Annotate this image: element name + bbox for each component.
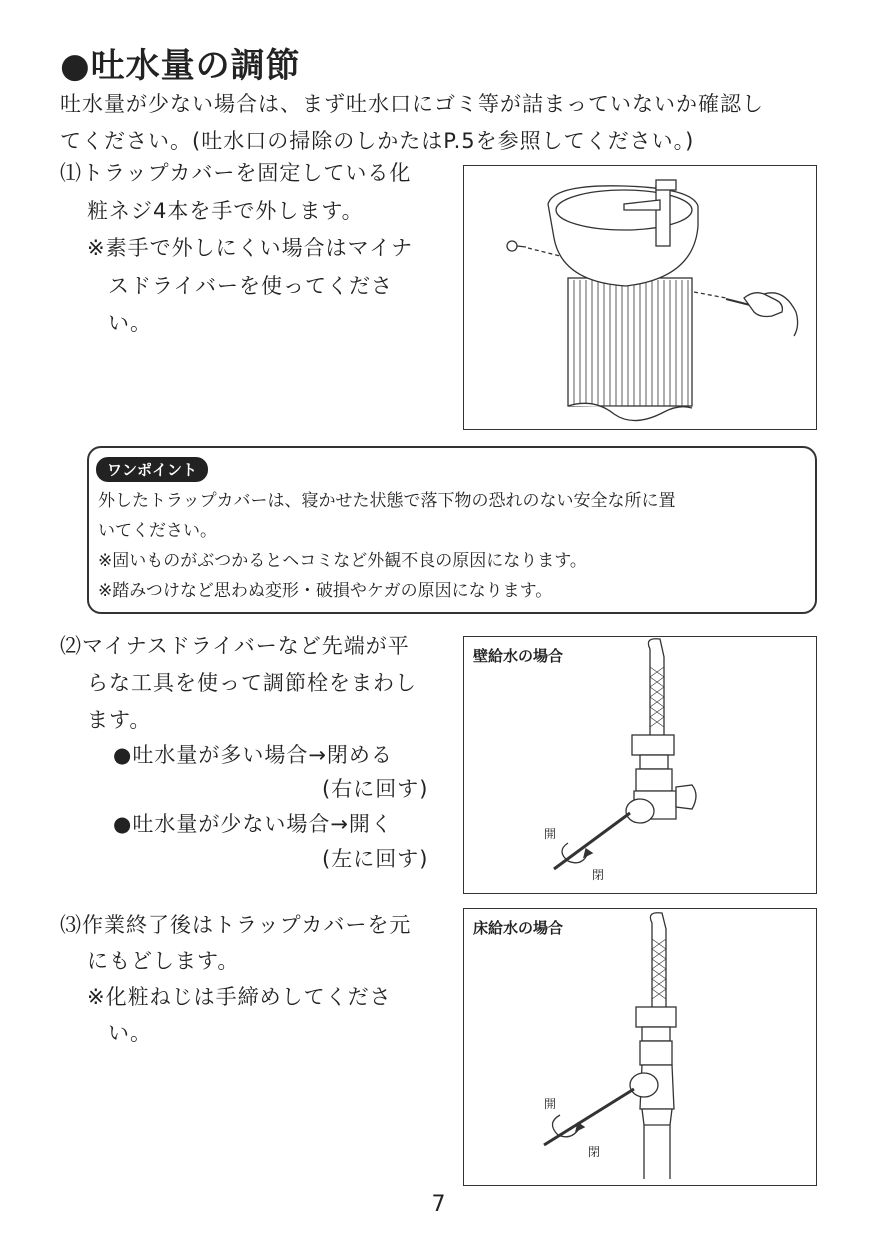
page-number: 7 bbox=[431, 1192, 446, 1217]
figure-sink-trap-cover bbox=[463, 165, 817, 430]
wall-open-label: 開 bbox=[544, 827, 557, 841]
step1-line-1: ⑴トラップカバーを固定している化 bbox=[60, 161, 412, 185]
floor-open-label: 開 bbox=[544, 1097, 557, 1111]
wall-valve-illustration bbox=[464, 637, 818, 895]
one-point-box bbox=[87, 446, 817, 614]
step2-bullet-close: ●吐水量が多い場合→閉める bbox=[113, 743, 393, 767]
step2-open-direction: (左に回す) bbox=[322, 847, 429, 871]
sink-illustration bbox=[464, 166, 818, 431]
floor-close-label: 閉 bbox=[588, 1145, 601, 1159]
step2-line-2: らな工具を使って調節栓をまわし bbox=[87, 671, 417, 695]
step1-note-2: スドライバーを使ってくださ bbox=[108, 274, 393, 298]
figure-wall-caption: 壁給水の場合 bbox=[473, 647, 564, 665]
step3-note-1: ※化粧ねじは手締めしてくださ bbox=[87, 985, 392, 1009]
floor-valve-illustration bbox=[464, 909, 818, 1187]
step3-line-2: にもどします。 bbox=[87, 949, 240, 973]
step3-note-2: い。 bbox=[108, 1021, 152, 1045]
step2-close-direction: (右に回す) bbox=[322, 777, 429, 801]
one-point-note-2: ※踏みつけなど思わぬ変形・破損やケガの原因になります。 bbox=[98, 581, 553, 601]
one-point-line-1: 外したトラップカバーは、寝かせた状態で落下物の恐れのない安全な所に置 bbox=[98, 491, 676, 511]
step1-note-3: い。 bbox=[108, 311, 152, 335]
step2-line-3: ます。 bbox=[87, 708, 152, 732]
one-point-line-2: いてください。 bbox=[98, 521, 217, 541]
figure-floor-caption: 床給水の場合 bbox=[473, 919, 564, 937]
one-point-note-1: ※固いものがぶつかるとヘコミなど外観不良の原因になります。 bbox=[98, 551, 587, 571]
figure-floor-supply bbox=[463, 908, 817, 1186]
section-title: ●吐水量の調節 bbox=[60, 46, 301, 86]
one-point-badge: ワンポイント bbox=[96, 457, 208, 482]
step2-line-1: ⑵マイナスドライバーなど先端が平 bbox=[60, 634, 410, 658]
intro-line-1: 吐水量が少ない場合は、まず吐水口にゴミ等が詰まっていないか確認し bbox=[60, 92, 764, 116]
intro-line-2: てください。(吐水口の掃除のしかたはP.5を参照してください。) bbox=[60, 129, 695, 153]
figure-wall-supply bbox=[463, 636, 817, 894]
step1-note-1: ※素手で外しにくい場合はマイナ bbox=[87, 236, 414, 260]
one-point-text bbox=[98, 486, 810, 606]
step1-line-2: 粧ネジ4本を手で外します。 bbox=[87, 199, 364, 223]
step2-bullet-open: ●吐水量が少ない場合→開く bbox=[113, 812, 393, 836]
step3-line-1: ⑶作業終了後はトラップカバーを元 bbox=[60, 913, 412, 937]
wall-close-label: 閉 bbox=[592, 868, 605, 882]
